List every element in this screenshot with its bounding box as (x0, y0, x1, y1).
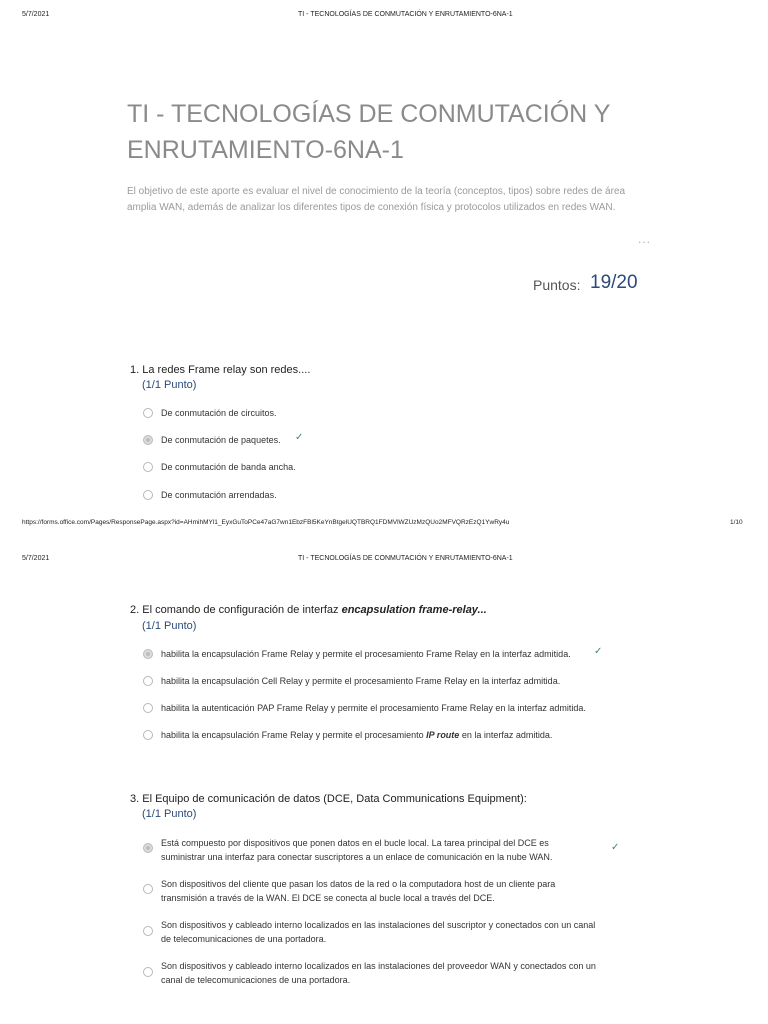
correct-check-icon: ✓ (295, 432, 304, 443)
option-emphasis: IP route (426, 730, 460, 740)
radio-button[interactable] (143, 462, 153, 472)
radio-button[interactable] (143, 490, 153, 500)
option-label[interactable]: De conmutación de circuitos. (161, 408, 277, 418)
radio-button[interactable] (143, 926, 153, 936)
more-options-icon[interactable]: ... (638, 232, 652, 246)
question-points: (1/1 Punto) (142, 379, 197, 391)
question-points: (1/1 Punto) (142, 808, 197, 820)
option-label[interactable]: habilita la encapsulación Cell Relay y permite el procesamiento Frame Relay en la interfaz admitida. (161, 676, 561, 686)
correct-check-icon: ✓ (594, 646, 603, 657)
question-1 (130, 364, 310, 376)
question-points: (1/1 Punto) (142, 620, 197, 632)
option-label[interactable]: De conmutación de paquetes. (161, 435, 281, 445)
question-command: encapsulation frame-relay... (341, 604, 487, 616)
page-header-title: TI - TECNOLOGÍAS DE CONMUTACIÓN Y ENRUTAMIENTO-6NA-1 (298, 555, 513, 562)
option-label[interactable]: habilita la encapsulación Frame Relay y permite el procesamiento Frame Relay en la interfaz admitida. (161, 649, 571, 659)
question-number: 1. (130, 364, 140, 376)
radio-button[interactable] (143, 408, 153, 418)
radio-button[interactable] (143, 703, 153, 713)
question-text: La redes Frame relay son redes.... (142, 364, 311, 376)
radio-button[interactable] (143, 730, 153, 740)
page-footer-url: https://forms.office.com/Pages/ResponsePage.aspx?id=AHmihMYl1_EyxGuToPCe47aG7wn1EbzFBl5KeYnBtgelUQTBRQ1FDMVlWZUzMzQUo2MFVQRzEzQ1YwRy4u (22, 519, 510, 526)
question-text: El comando de configuración de interfaz (142, 604, 342, 616)
option-label[interactable]: De conmutación arrendadas. (161, 490, 277, 500)
option-label[interactable]: Son dispositivos del cliente que pasan los datos de la red o la computadora host de un cliente para transmisión a través de la WAN. El DCE se conecta al bucle local a través del DCE. (161, 879, 556, 903)
radio-button[interactable] (143, 967, 153, 977)
radio-button-selected[interactable] (143, 435, 153, 445)
score-value: 19/20 (590, 272, 638, 293)
question-2 (130, 604, 487, 616)
option-label[interactable]: habilita la autenticación PAP Frame Relay y permite el procesamiento Frame Relay en la interfaz admitida. (161, 703, 586, 713)
page-footer-number: 1/10 (730, 519, 743, 526)
page-header-date: 5/7/2021 (22, 11, 50, 18)
form-description: El objetivo de este aporte es evaluar el nivel de conocimiento de la teoría (conceptos, tipos) sobre redes de área amplia WAN, además de analizar los diferentes tipos de conexión física y protocolos utilizados en redes WAN. (127, 186, 626, 213)
option-label[interactable]: De conmutación de banda ancha. (161, 462, 296, 472)
page-header-date: 5/7/2021 (22, 555, 50, 562)
question-3 (130, 793, 527, 805)
option-label[interactable]: Está compuesto por dispositivos que ponen datos en el bucle local. La tarea principal del DCE es suministrar una interfaz para conectar suscriptores a un enlace de comunicación en la nube WAN. (161, 838, 553, 862)
page-header-title: TI - TECNOLOGÍAS DE CONMUTACIÓN Y ENRUTAMIENTO-6NA-1 (298, 11, 513, 18)
option-label[interactable]: Son dispositivos y cableado interno localizados en las instalaciones del proveedor WAN y conectados con un canal de telecomunicaciones de una portadora. (161, 961, 596, 985)
radio-button-selected[interactable] (143, 843, 153, 853)
correct-check-icon: ✓ (611, 842, 620, 853)
question-number: 2. (130, 604, 140, 616)
radio-button[interactable] (143, 884, 153, 894)
question-number: 3. (130, 793, 140, 805)
score-label: Puntos: (533, 277, 581, 293)
form-title: TI - TECNOLOGÍAS DE CONMUTACIÓN Y ENRUTAMIENTO-6NA-1 (127, 100, 610, 164)
option-label[interactable]: habilita la encapsulación Frame Relay y permite el procesamiento IP route en la interfaz admitida. (161, 730, 553, 740)
radio-button[interactable] (143, 676, 153, 686)
radio-button-selected[interactable] (143, 649, 153, 659)
option-label[interactable]: Son dispositivos y cableado interno localizados en las instalaciones del suscriptor y conectados con un canal de telecomunicaciones de una portadora. (161, 920, 596, 944)
question-text: El Equipo de comunicación de datos (DCE, Data Communications Equipment): (142, 793, 527, 805)
